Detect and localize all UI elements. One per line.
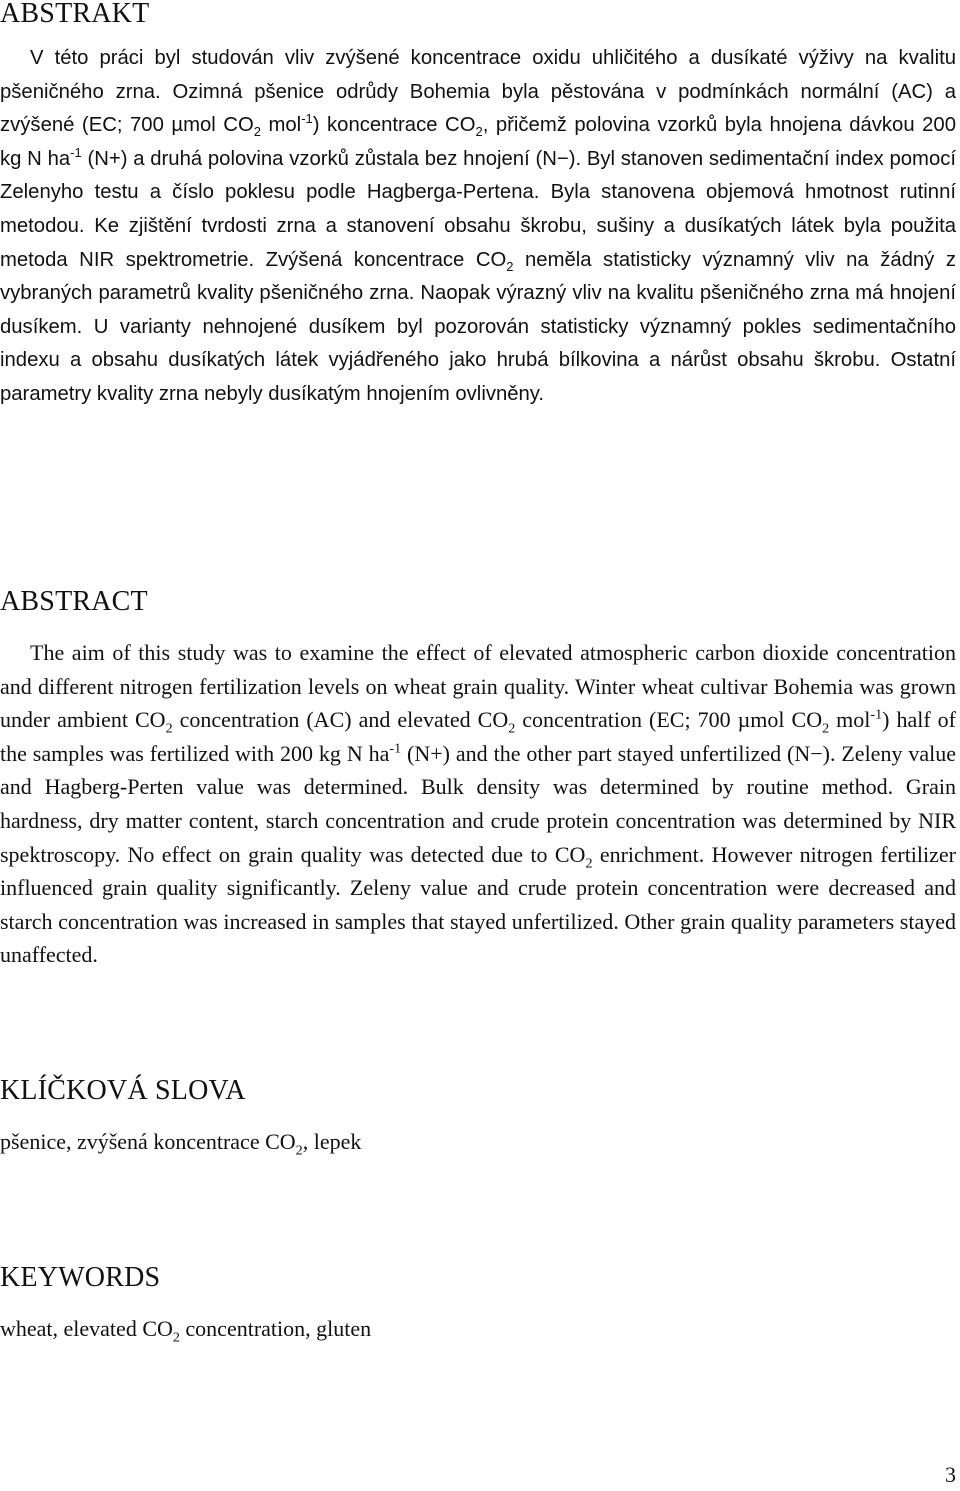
text-run: , přičemž polovina vzorků byla hnojena dávkou 200 kg N ha	[0, 114, 956, 170]
text-run: enrichment. However nitrogen fertilizer influenced grain quality significantly. Zeleny value and crude protein concentration were decreased and starch concentration was increased in samples that stayed unfertilized. Other grain quality parameters stayed unaffected.	[0, 841, 957, 968]
subscript: 2	[172, 1329, 180, 1346]
subscript: 2	[295, 1142, 303, 1159]
text-run: pšenice, zvýšená koncentrace CO	[0, 1129, 296, 1154]
text-run: wheat, elevated CO	[0, 1316, 173, 1341]
text-run: (N+) and the other part stayed unfertilized (N−). Zeleny value and Hagberg-Perten value was determined. Bulk density was determined by routine method. Grain hardness, dry matter content, starch concentration and crude protein concentration was determined by NIR spektroscopy. No effect on grain quality was detected due to CO	[0, 740, 956, 867]
subscript: 2	[506, 258, 514, 274]
abstract-paragraph	[0, 636, 956, 972]
text-run: ) half of the samples was fertilized with 200 kg N ha	[0, 707, 957, 766]
subscript: 2	[508, 720, 516, 737]
abstract-heading: ABSTRACT	[0, 586, 148, 617]
text-run: concentration, gluten	[179, 1316, 372, 1341]
klicova-slova-heading: KLÍČKOVÁ SLOVA	[0, 1075, 246, 1106]
text-run: concentration (EC; 700 µmol CO	[515, 707, 823, 733]
page-number: 3	[945, 1462, 956, 1487]
abstrakt-section	[0, 42, 956, 412]
text-run: concentration (AC) and elevated CO	[172, 707, 509, 733]
text-run: ) koncentrace CO	[312, 114, 476, 137]
text-run: , lepek	[302, 1129, 362, 1154]
klicova-slova-section	[0, 1125, 956, 1158]
text-run: mol	[260, 114, 302, 137]
superscript: -1	[301, 111, 313, 127]
superscript: -1	[389, 740, 402, 757]
subscript: 2	[822, 720, 830, 737]
subscript: 2	[585, 854, 593, 871]
keywords-section	[0, 1312, 956, 1345]
keywords-heading: KEYWORDS	[0, 1262, 161, 1293]
superscript: -1	[870, 706, 883, 723]
subscript: 2	[253, 124, 261, 140]
abstrakt-heading: ABSTRAKT	[0, 0, 150, 29]
subscript: 2	[475, 124, 483, 140]
superscript: -1	[70, 145, 82, 161]
abstract-section	[0, 636, 956, 972]
text-run: V této práci byl studován vliv zvýšené koncentrace oxidu uhličitého a dusíkaté výživy na kvalitu pšeničného zrna. Ozimná pšenice odrůdy Bohemia byla pěstována v podmínkách normální (AC) a zvýšené (EC; 700 µmol CO	[0, 47, 956, 137]
subscript: 2	[165, 720, 173, 737]
text-run: mol	[829, 707, 871, 733]
klicova-slova-list	[0, 1125, 956, 1158]
text-run: The aim of this study was to examine the effect of elevated atmospheric carbon dioxide concentration and different nitrogen fertilization levels on wheat grain quality. Winter wheat cultivar Bohemia was grown under ambient CO	[0, 640, 956, 733]
keywords-list	[0, 1312, 956, 1345]
abstrakt-paragraph	[0, 42, 956, 412]
text-run: (N+) a druhá polovina vzorků zůstala bez hnojení (N−). Byl stanoven sedimentační index pomocí Zelenyho testu a číslo poklesu podle Hagberga-Pertena. Byla stanovena objemová hmotnost rutinní metodou. Ke zjištění tvrdosti zrna a stanovení obsahu škrobu, sušiny a dusíkatých látek byla použita metoda NIR spektrometrie. Zvýšená koncentrace CO	[0, 147, 956, 271]
text-run: neměla statisticky významný vliv na žádný z vybraných parametrů kvality pšeničného zrna. Naopak výrazný vliv na kvalitu pšeničného zrna má hnojení dusíkem. U varianty nehnojené dusíkem byl pozorován statisticky významný pokles sedimentačního indexu a obsahu dusíkatých látek vyjádřeného jako hrubá bílkovina a nárůst obsahu škrobu. Ostatní parametry kvality zrna nebyly dusíkatým hnojením ovlivněny.	[0, 248, 956, 405]
